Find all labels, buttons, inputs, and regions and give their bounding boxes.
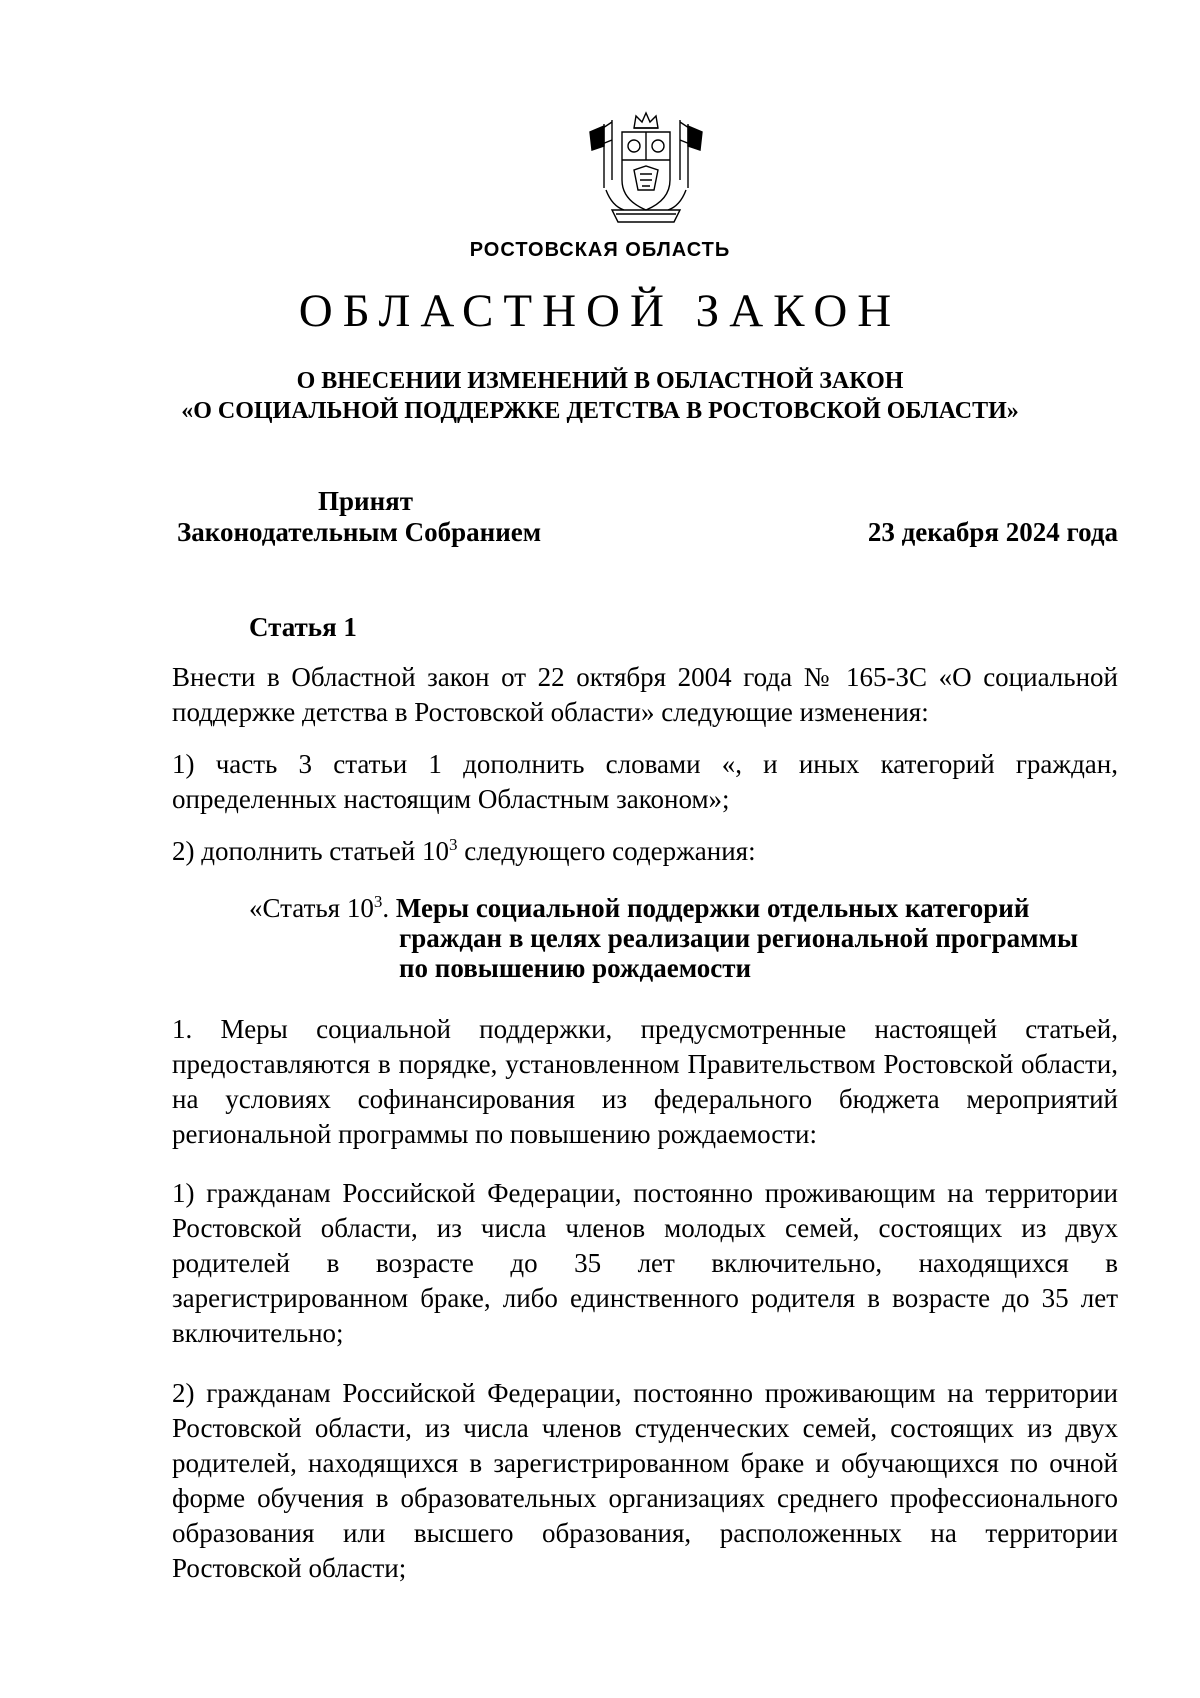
new-article-heading	[249, 892, 1079, 983]
new-article-title-line-2: граждан в целях реализации региональной программы	[399, 923, 1079, 953]
new-article-label: «Статья 10	[249, 893, 374, 923]
document-title	[0, 366, 1200, 426]
region-name: РОСТОВСКАЯ ОБЛАСТЬ	[469, 239, 731, 261]
amendment-item-2-text: 2) дополнить статьей 10	[172, 836, 450, 866]
amendment-item-2	[172, 834, 1118, 869]
coat-of-arms-icon	[582, 110, 710, 230]
amendment-item-2-superscript: 3	[449, 835, 458, 854]
new-article-paragraph-1: 1. Меры социальной поддержки, предусмотренные настоящей статьей, предоставляются в порядке, установленном Правительством Ростовской области, на условиях софинансирования из федерального бюджета мероприятий региональной программы по повышению рождаемости:	[172, 1014, 1118, 1149]
amendment-item-1: 1) часть 3 статьи 1 дополнить словами «, и иных категорий граждан, определенных настоящим Областным законом»;	[172, 749, 1118, 814]
adopted-label: Принят	[318, 486, 414, 516]
adoption-date: 23 декабря 2024 года	[867, 517, 1118, 547]
new-article-subitem-2: 2) гражданам Российской Федерации, постоянно проживающим на территории Ростовской области, из числа членов студенческих семей, состоящих из двух родителей, находящихся в зарегистрированном браке и обучающихся по очной форме обучения в образовательных организациях среднего профессионального образования или высшего образования, расположенных на территории Ростовской области;	[172, 1378, 1118, 1583]
article-heading: Статья 1	[249, 612, 357, 642]
document-type: ОБЛАСТНОЙ ЗАКОН	[298, 285, 902, 337]
amendment-item-2-tail: следующего содержания:	[457, 836, 756, 866]
new-article-title-line-3: по повышению рождаемости	[399, 953, 752, 983]
new-article-title-line-1: Меры социальной поддержки отдельных категорий	[395, 893, 1030, 923]
article-intro: Внести в Областной закон от 22 октября 2004 года № 165-ЗС «О социальной поддержке детства в Ростовской области» следующие изменения:	[172, 662, 1118, 727]
new-article-subitem-1: 1) гражданам Российской Федерации, постоянно проживающим на территории Ростовской области, из числа членов молодых семей, состоящих из двух родителей в возрасте до 35 лет включительно, находящихся в зарегистрированном браке, либо единственного родителя в возрасте до 35 лет включительно;	[172, 1178, 1118, 1348]
document-title-line-2: «О СОЦИАЛЬНОЙ ПОДДЕРЖКЕ ДЕТСТВА В РОСТОВСКОЙ ОБЛАСТИ»	[181, 398, 1019, 424]
document-title-line-1: О ВНЕСЕНИИ ИЗМЕНЕНИЙ В ОБЛАСТНОЙ ЗАКОН	[296, 368, 904, 394]
new-article-superscript: 3	[373, 892, 383, 911]
adopted-by: Законодательным Собранием	[177, 517, 542, 547]
new-article-label-dot: .	[382, 893, 396, 923]
